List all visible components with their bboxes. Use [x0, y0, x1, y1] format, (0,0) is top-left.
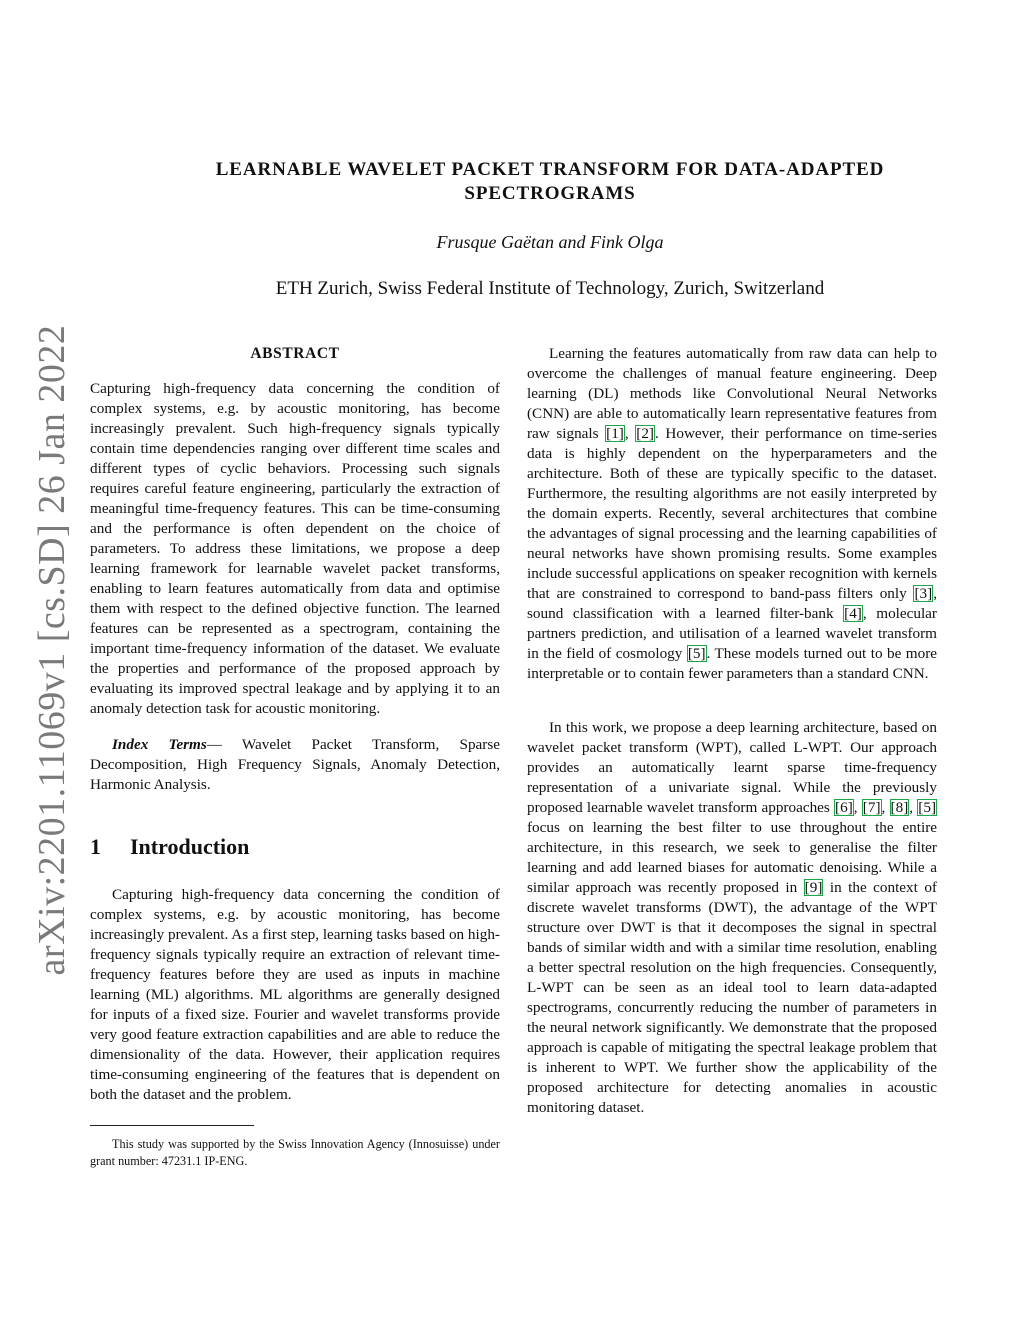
text-run: . These models turned out to be more interpretable or to contain fewer parameters than a standard CNN. [527, 645, 937, 682]
abstract-text: Capturing high-frequency data concerning the condition of complex systems, e.g. by acoustic monitoring, has become increasingly prevalent. Such high-frequency signals typically contain time dependencies ranging over different time scales and different types of cyclic behaviors. Processing such signals requires careful feature engineering, particularly the extraction of meaningful time-frequency features. This can be time-consuming and the performance is often dependent on the choice of parameters. To address these limitations, we propose a deep learning framework for learnable wavelet packet transforms, enabling to learn features automatically from data and optimise them with respect to the defined objective function. The learned features can be represented as a spectrogram, containing the important time-frequency information of the dataset. We evaluate the properties and performance of the proposed approach by evaluating its improved spectral leakage and by applying it to an anomaly detection task for acoustic monitoring. [90, 380, 500, 717]
affiliation: ETH Zurich, Swiss Federal Institute of Technology, Zurich, Switzerland [275, 278, 825, 299]
citation-link[interactable]: [3] [914, 585, 933, 602]
text-run: Learning the features automatically from raw data can help to overcome the challenges of manual feature engineering. Deep learning (DL) methods like Convolutional Neural Networks (CNN) are able to automatically learn representative features from raw signals [527, 345, 937, 442]
intro-paragraph-3 [527, 718, 937, 1118]
index-terms-label: Index Terms [112, 736, 207, 753]
citation-link[interactable]: [1] [606, 425, 624, 442]
citation-link[interactable]: [5] [687, 645, 706, 662]
text-run: , [624, 425, 636, 442]
paper-title [100, 158, 1000, 206]
text-run: , [853, 799, 862, 816]
text-run: in the context of discrete wavelet transforms (DWT), the advantage of the WPT structure over DWT is that it decomposes the signal in spectral bands of similar width and with a similar time resolution, enabling a better spectral resolution on the high frequencies. Consequently, L-WPT can be seen as an ideal tool to learn data-adapted spectrograms, concurrently reducing the number of parameters in the neural network significantly. We demonstrate that the proposed approach is capable of mitigating the spectral leakage problem that is inherent to WPT. We further show the applicability of the proposed architecture for detecting anomalies in acoustic monitoring dataset. [527, 879, 937, 1116]
abstract-heading: ABSTRACT [250, 345, 340, 362]
text-run: , [909, 799, 918, 816]
left-column [90, 344, 500, 1170]
section-title: Introduction [130, 834, 250, 859]
text-run: In this work, we propose a deep learning architecture, based on wavelet packet transform (WPT), called L-WPT. Our approach provides an automatically learnt sparse time-frequency representation of a univariate signal. While the previously proposed learnable wavelet transform approaches [527, 719, 937, 816]
title-line-1: LEARNABLE WAVELET PACKET TRANSFORM FOR DATA-ADAPTED [215, 159, 885, 180]
text-run: , molecular partners prediction, and utilisation of a learned wavelet transform in the field of cosmology [527, 605, 937, 662]
index-terms [90, 735, 500, 795]
citation-link[interactable]: [5] [918, 799, 937, 816]
citation-link[interactable]: [8] [890, 799, 909, 816]
citation-link[interactable]: [7] [862, 799, 881, 816]
citation-link[interactable]: [6] [835, 799, 853, 816]
right-column [527, 344, 937, 1118]
footnote-rule [90, 1125, 254, 1126]
text-run: . However, their performance on time-series data is highly dependent on the hyperparameters and the architecture. Both of these are typically specific to the dataset. Furthermore, the resulting algorithms are not easily interpreted by the domain experts. Recently, several architectures that combine the advantages of signal processing and the learning capabilities of neural networks have shown promising results. Some examples include successful applications on speaker recognition with kernels that are constrained to correspond to band-pass filters only [527, 425, 938, 602]
index-terms-text: Wavelet Packet Transform, Sparse Decomposition, High Frequency Signals, Anomaly Detection, Harmonic Analysis. [90, 736, 500, 793]
section-number: 1 [90, 834, 101, 859]
intro-paragraph-1: Capturing high-frequency data concerning the condition of complex systems, e.g. by acoustic monitoring, has become increasingly prevalent. As a first step, learning tasks based on high-frequency signals typically require an extraction of relevant time-frequency features before they are used as inputs in machine learning (ML) algorithms. ML algorithms are generally designed for inputs of a fixed size. Fourier and wavelet transforms provide very good feature extraction capabilities and are able to reduce the dimensionality of the data. However, their application requires time-consuming engineering of the features that is dependent on both the dataset and the problem. [90, 886, 500, 1103]
text-run: , sound classification with a learned filter-bank [527, 585, 937, 622]
index-terms-dash: — [206, 736, 242, 753]
citation-link[interactable]: [9] [804, 879, 823, 896]
citation-link[interactable]: [4] [844, 605, 862, 622]
text-run: , [881, 799, 890, 816]
text-run: focus on learning the best filter to use throughout the entire architecture, in this research, we seek to generalise the filter learning and add learned biases for automatic denoising. While a similar approach was recently proposed in [527, 819, 937, 896]
title-line-2: SPECTROGRAMS [464, 183, 636, 204]
authors: Frusque Gaëtan and Fink Olga [436, 232, 664, 252]
section-heading-introduction [90, 833, 500, 861]
arxiv-identifier: arXiv:2201.11069v1 [cs.SD] 26 Jan 2022 [31, 324, 73, 976]
intro-paragraph-2 [527, 344, 937, 684]
citation-link[interactable]: [2] [636, 425, 654, 442]
footnote: This study was supported by the Swiss Innovation Agency (Innosuisse) under grant number: 47231.1 IP-ENG. [90, 1137, 500, 1168]
